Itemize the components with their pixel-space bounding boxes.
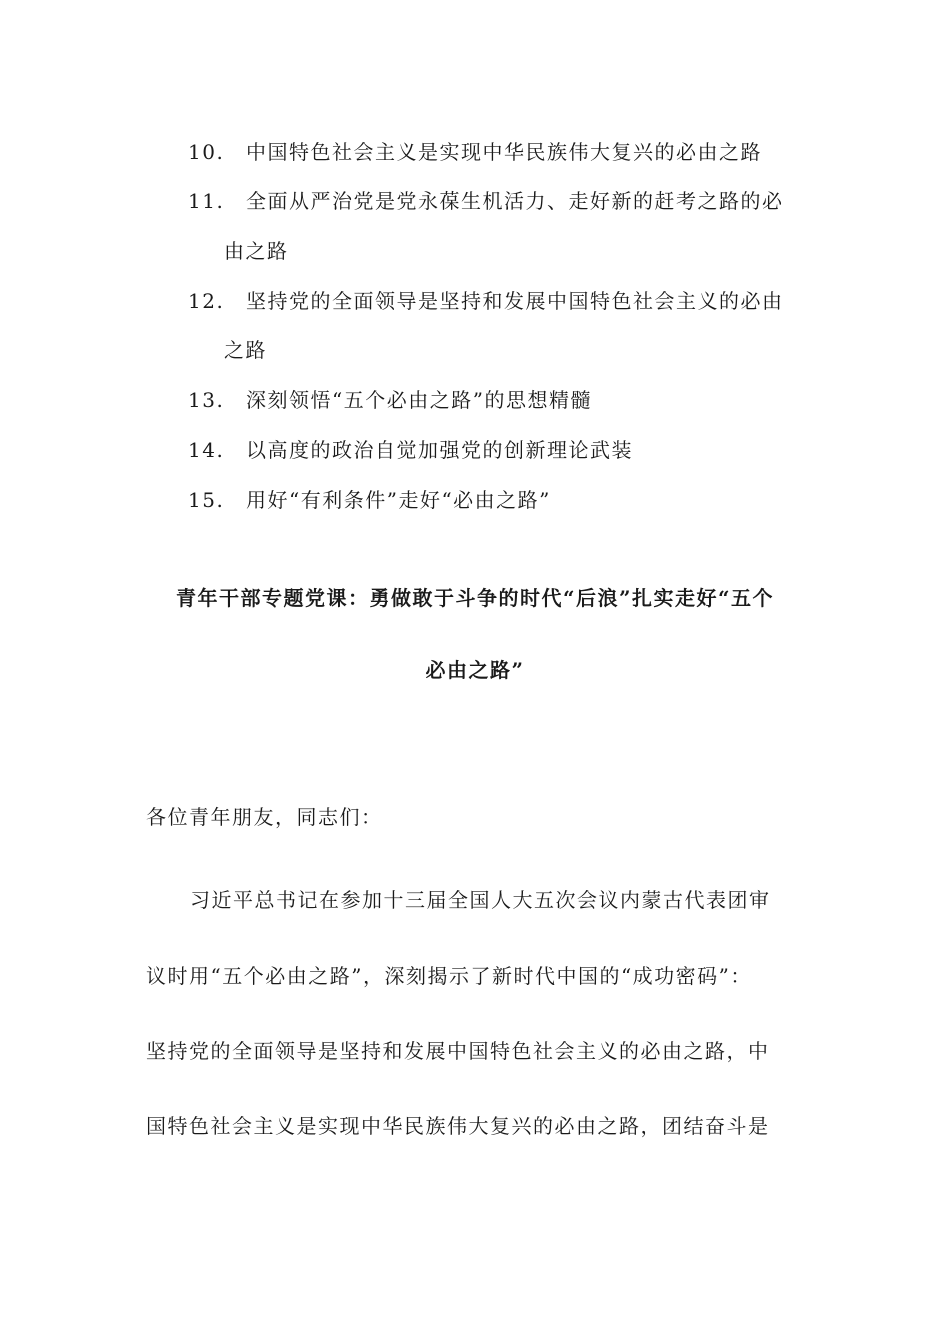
document-title-line-1: 青年干部专题党课：勇做敢于斗争的时代“后浪”扎实走好“五个 <box>175 586 774 610</box>
toc-text: 坚持党的全面领导是坚持和发展中国特色社会主义的必由 <box>246 289 784 313</box>
toc-text: 用好“有利条件”走好“必由之路” <box>246 488 551 512</box>
toc-text: 以高度的政治自觉加强党的创新理论武装 <box>246 438 633 462</box>
salutation: 各位青年朋友，同志们： <box>146 805 383 829</box>
toc-text: 中国特色社会主义是实现中华民族伟大复兴的必由之路 <box>246 140 762 164</box>
body-line-2: 议时用“五个必由之路”，深刻揭示了新时代中国的“成功密码”： <box>146 964 752 988</box>
body-line-4: 国特色社会主义是实现中华民族伟大复兴的必由之路，团结奋斗是 <box>146 1114 770 1138</box>
toc-item-10 <box>188 127 808 177</box>
toc-item-14 <box>188 425 808 475</box>
toc-item-11-continuation: 由之路 <box>224 239 289 263</box>
toc-number: 14. <box>188 438 225 462</box>
toc-number: 12. <box>188 289 225 313</box>
toc-number: 15. <box>188 488 225 512</box>
toc-number: 11. <box>188 189 225 213</box>
body-line-1: 习近平总书记在参加十三届全国人大五次会议内蒙古代表团审 <box>190 888 771 912</box>
toc-number: 13. <box>188 388 225 412</box>
toc-text: 全面从严治党是党永葆生机活力、走好新的赶考之路的必 <box>246 189 784 213</box>
toc-number: 10. <box>188 140 225 164</box>
document-title-line-2: 必由之路” <box>425 658 525 682</box>
toc-item-12 <box>188 276 808 326</box>
toc-item-12-continuation: 之路 <box>224 338 267 362</box>
toc-text: 深刻领悟“五个必由之路”的思想精髓 <box>246 388 592 412</box>
toc-item-13 <box>188 375 808 425</box>
toc-item-15 <box>188 475 808 525</box>
body-line-3: 坚持党的全面领导是坚持和发展中国特色社会主义的必由之路，中 <box>146 1039 770 1063</box>
toc-item-11 <box>188 176 808 226</box>
